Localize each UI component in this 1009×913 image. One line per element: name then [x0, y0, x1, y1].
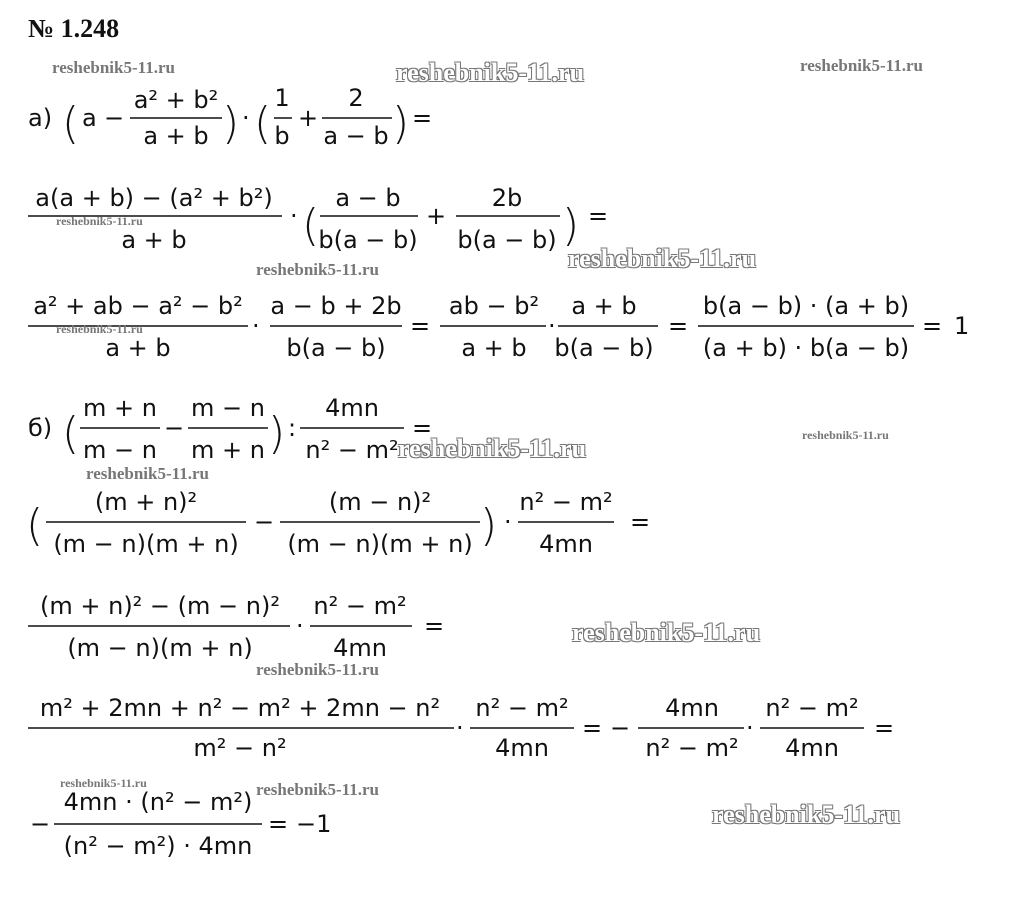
operator: =	[874, 714, 895, 742]
numerator: m − n	[191, 394, 265, 422]
part-b-line-3	[28, 592, 444, 662]
numerator: a² + ab − a² − b²	[33, 292, 243, 320]
denominator: 4mn	[333, 634, 387, 662]
operator: ·	[242, 104, 250, 132]
operator: =	[410, 312, 431, 340]
numerator: (m + n)²	[94, 488, 198, 516]
result: −1	[296, 810, 332, 838]
close-paren: )	[392, 98, 410, 149]
operator: :	[288, 414, 297, 442]
part-a-line-1	[28, 84, 432, 150]
denominator: a + b	[461, 334, 527, 362]
denominator: 4mn	[539, 530, 593, 558]
operator: +	[298, 104, 319, 132]
numerator: n² − m²	[765, 694, 859, 722]
denominator: (n² − m²) · 4mn	[63, 832, 253, 860]
operator: =	[922, 312, 943, 340]
denominator: m + n	[191, 436, 265, 464]
operator: ·	[252, 312, 260, 340]
watermark: reshebnik5-11.ru	[86, 464, 209, 483]
numerator: a − b	[335, 184, 401, 212]
operator: −	[254, 508, 275, 536]
denominator: a + b	[143, 122, 209, 150]
watermark: reshebnik5-11.ru	[256, 260, 379, 279]
numerator: a² + b²	[133, 86, 219, 114]
numerator: (m − n)²	[328, 488, 432, 516]
denominator: b(a − b)	[554, 334, 654, 362]
watermark: reshebnik5-11.ru	[52, 58, 175, 77]
numerator: 4mn · (n² − m²)	[63, 788, 253, 816]
watermark: reshebnik5-11.ru	[396, 58, 585, 87]
denominator: 4mn	[495, 734, 549, 762]
operator: −	[610, 714, 631, 742]
part-b-line-4	[28, 694, 894, 762]
operator: =	[424, 612, 445, 640]
watermark: reshebnik5-11.ru	[802, 428, 889, 442]
part-a-line-3	[28, 292, 969, 362]
denominator: b	[274, 122, 290, 150]
close-paren: )	[268, 408, 286, 459]
denominator: b(a − b)	[457, 226, 557, 254]
problem-number: № 1.248	[28, 14, 120, 43]
operator: +	[426, 202, 447, 230]
numerator: n² − m²	[313, 592, 407, 620]
watermark: reshebnik5-11.ru	[56, 322, 143, 336]
denominator: (m − n)(m + n)	[67, 634, 253, 662]
watermark: reshebnik5-11.ru	[712, 800, 901, 829]
operator: =	[268, 810, 289, 838]
denominator: (m − n)(m + n)	[287, 530, 473, 558]
denominator: a − b	[323, 122, 389, 150]
part-b-line-1	[28, 394, 432, 464]
operator: =	[630, 508, 651, 536]
operator: ·	[296, 612, 304, 640]
denominator: a + b	[105, 334, 171, 362]
part-a-label: а)	[28, 104, 53, 132]
close-paren: )	[562, 200, 580, 251]
close-paren: )	[222, 98, 240, 149]
numerator: b(a − b) · (a + b)	[702, 292, 910, 320]
operator: ·	[504, 508, 512, 536]
term: a	[82, 104, 97, 132]
denominator: (m − n)(m + n)	[53, 530, 239, 558]
numerator: 2b	[491, 184, 523, 212]
numerator: 2	[348, 84, 364, 112]
open-paren: (	[62, 98, 80, 149]
numerator: ab − b²	[448, 292, 540, 320]
watermark: reshebnik5-11.ru	[256, 660, 379, 679]
numerator: 4mn	[325, 394, 379, 422]
denominator: (a + b) · b(a − b)	[702, 334, 910, 362]
numerator: 1	[274, 84, 290, 112]
denominator: b(a − b)	[318, 226, 418, 254]
operator: ·	[746, 714, 754, 742]
operator: −	[104, 104, 125, 132]
numerator: m² + 2mn + n² − m² + 2mn − n²	[39, 694, 441, 722]
watermark: reshebnik5-11.ru	[398, 434, 587, 463]
numerator: n² − m²	[475, 694, 569, 722]
open-paren: (	[254, 98, 272, 149]
part-b-label: б)	[28, 414, 53, 442]
operator: =	[412, 414, 433, 442]
numerator: a(a + b) − (a² + b²)	[35, 184, 273, 212]
operator: ·	[548, 312, 556, 340]
operator: ·	[290, 202, 298, 230]
watermark: reshebnik5-11.ru	[572, 618, 761, 647]
operator: =	[582, 714, 603, 742]
denominator: n² − m²	[645, 734, 739, 762]
numerator: m + n	[83, 394, 157, 422]
numerator: n² − m²	[519, 488, 613, 516]
open-paren: (	[62, 408, 80, 459]
operator: −	[30, 810, 51, 838]
denominator: 4mn	[785, 734, 839, 762]
operator: ·	[456, 714, 464, 742]
operator: =	[668, 312, 689, 340]
watermark: reshebnik5-11.ru	[568, 244, 757, 273]
denominator: n² − m²	[305, 436, 399, 464]
numerator: a + b	[571, 292, 637, 320]
denominator: m − n	[83, 436, 157, 464]
open-paren: (	[26, 500, 44, 551]
denominator: b(a − b)	[286, 334, 386, 362]
numerator: (m + n)² − (m − n)²	[40, 592, 280, 620]
watermark: reshebnik5-11.ru	[60, 776, 147, 790]
operator: −	[164, 414, 185, 442]
watermark: reshebnik5-11.ru	[800, 56, 923, 75]
denominator: a + b	[121, 226, 187, 254]
numerator: 4mn	[665, 694, 719, 722]
watermark: reshebnik5-11.ru	[56, 214, 143, 228]
watermark: reshebnik5-11.ru	[256, 780, 379, 799]
denominator: m² − n²	[193, 734, 287, 762]
operator: =	[412, 104, 433, 132]
result: 1	[954, 312, 970, 340]
open-paren: (	[302, 200, 320, 251]
operator: =	[588, 202, 609, 230]
part-b-line-2	[26, 488, 650, 558]
numerator: a − b + 2b	[270, 292, 402, 320]
close-paren: )	[480, 500, 498, 551]
